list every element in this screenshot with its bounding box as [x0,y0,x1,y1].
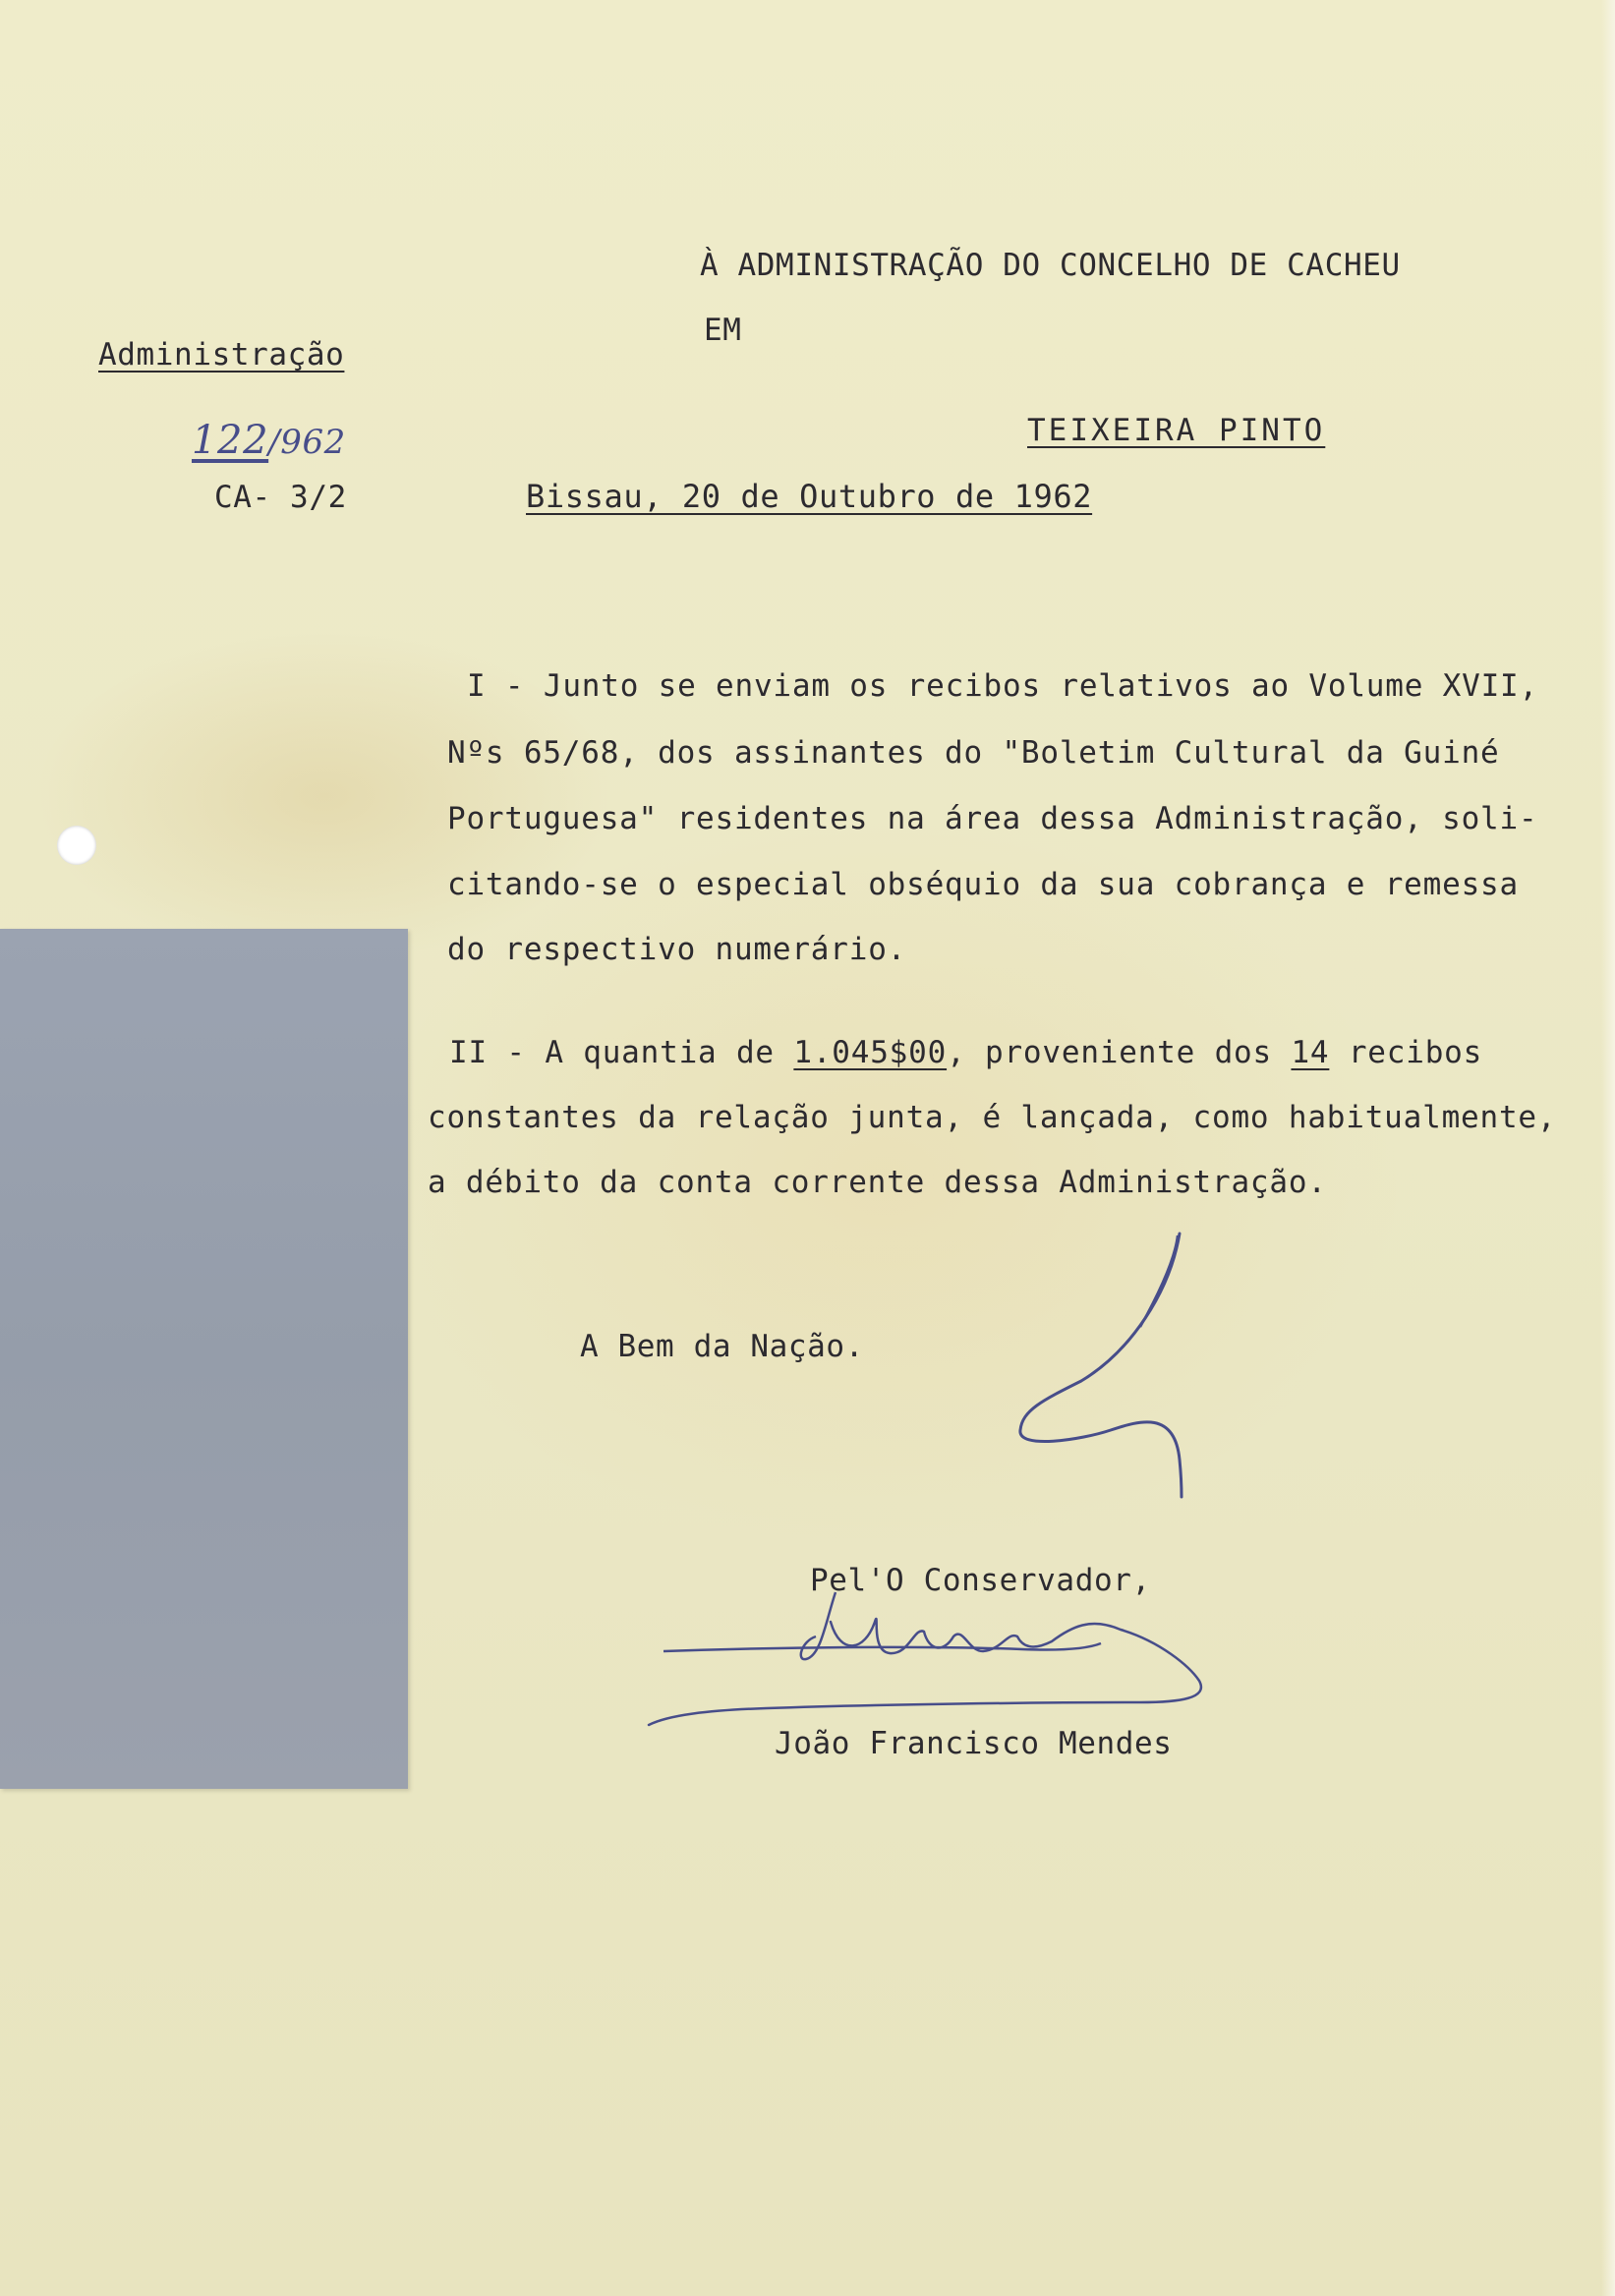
closing-salutation: A Bem da Nação. [580,1329,864,1364]
reference-code: CA- 3/2 [214,480,347,515]
paper-edge [1601,0,1615,2296]
signatory-name: João Francisco Mendes [775,1726,1173,1761]
paragraph-1-line: I - Junto se enviam os recibos relativos ao Volume XVII, [467,668,1538,704]
paragraph-2-middle: , proveniente dos [947,1035,1292,1070]
paragraph-1-line: Nºs 65/68, dos assinantes do "Boletim Cultural da Guiné [447,735,1500,771]
reference-number-hand: 122 [192,418,269,463]
paragraph-2-line3: a débito da conta corrente dessa Administração. [428,1165,1327,1200]
paragraph-1-line: do respectivo numerário. [447,932,907,967]
reference-number [192,418,346,463]
paragraph-2-suffix: recibos [1329,1035,1483,1070]
letter-date: Bissau, 20 de Outubro de 1962 [526,478,1093,515]
recipient-place: TEIXEIRA PINTO [1027,413,1326,448]
receipt-count: 14 [1291,1035,1330,1070]
paragraph-1-line: Portuguesa" residentes na área dessa Administração, soli- [447,801,1538,836]
paragraph-1-line: citando-se o especial obséquio da sua cobrança e remessa [447,867,1519,902]
attached-grey-slip [0,929,408,1789]
reference-number-year: /962 [268,423,346,462]
punch-hole [57,826,96,865]
initial-signature [1003,1234,1199,1509]
paragraph-2-prefix: II - A quantia de [449,1035,794,1070]
paragraph-2-line1 [449,1035,1482,1070]
reference-department: Administração [98,337,345,373]
paragraph-2-line2: constantes da relação junta, é lançada, como habitualmente, [428,1100,1557,1135]
recipient-line2: EM [704,313,742,348]
signatory-title: Pel'O Conservador, [810,1563,1151,1598]
recipient-line1: À ADMINISTRAÇÃO DO CONCELHO DE CACHEU [700,248,1401,283]
amount-value: 1.045$00 [793,1035,948,1070]
